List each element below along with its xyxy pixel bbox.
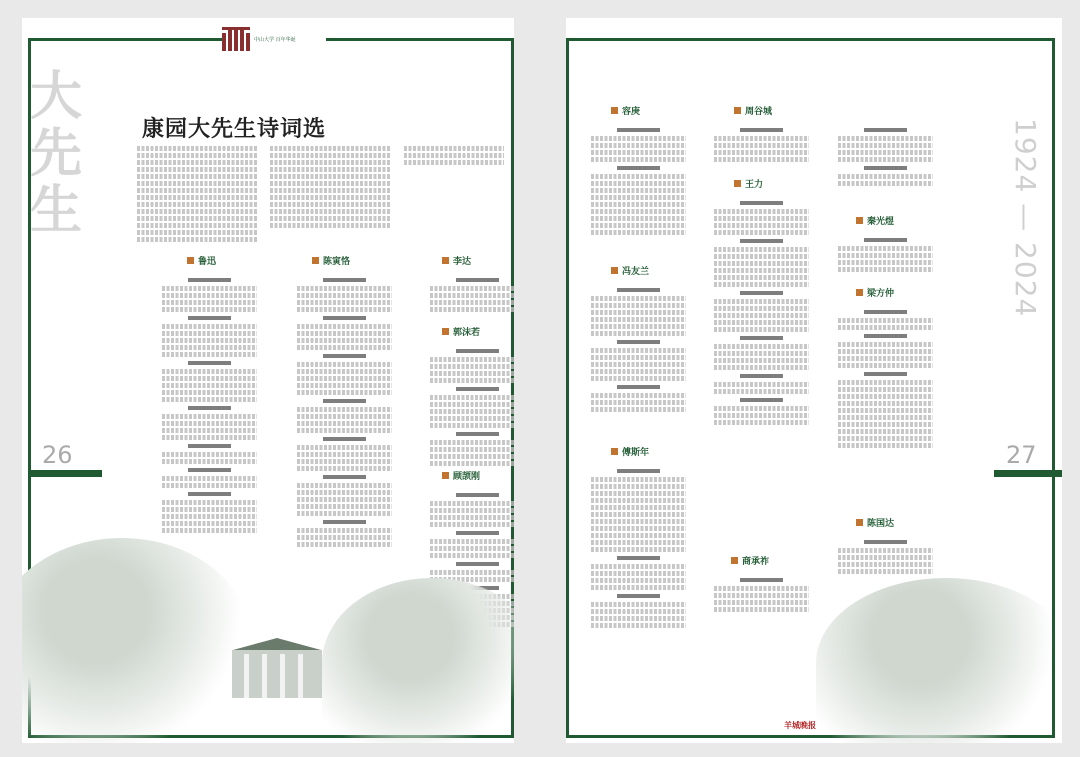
poem-column — [430, 274, 514, 314]
heading-marker-icon — [611, 107, 618, 114]
left-page — [22, 18, 514, 743]
poet-heading — [856, 214, 894, 227]
page-number: 27 — [1006, 441, 1037, 469]
poet-name: 王力 — [745, 180, 764, 190]
poet-heading — [856, 286, 894, 299]
poet-name: 秦光煜 — [867, 217, 895, 227]
heading-marker-icon — [312, 257, 319, 264]
poem-column — [430, 345, 514, 468]
poem-column — [591, 124, 686, 237]
poet-heading — [856, 516, 894, 529]
anniversary-years: 1924 — 2024 — [1009, 118, 1042, 318]
heading-marker-icon — [442, 328, 449, 335]
poet-name: 顾颉刚 — [453, 472, 481, 482]
poet-name: 冯友兰 — [622, 267, 650, 277]
page-title: 康园大先生诗词选 — [142, 116, 327, 142]
poet-heading — [734, 104, 772, 117]
university-gate-logo — [222, 27, 250, 51]
poem-column — [297, 274, 392, 549]
poet-heading — [187, 254, 216, 267]
heading-marker-icon — [442, 472, 449, 479]
heading-marker-icon — [611, 448, 618, 455]
poet-heading — [731, 554, 769, 567]
heading-marker-icon — [731, 557, 738, 564]
campus-building-illustration — [222, 630, 332, 700]
masthead — [222, 24, 326, 54]
poem-column — [714, 574, 809, 614]
poet-heading — [312, 254, 350, 267]
poet-name: 郭沫若 — [453, 328, 481, 338]
page-number-bar — [28, 470, 102, 477]
poem-column — [838, 306, 933, 450]
poet-name: 容庚 — [622, 107, 641, 117]
poet-name: 商承祚 — [742, 557, 770, 567]
heading-marker-icon — [856, 289, 863, 296]
poet-heading — [442, 469, 480, 482]
poem-column — [591, 465, 686, 630]
right-page — [566, 18, 1062, 743]
heading-marker-icon — [611, 267, 618, 274]
heading-marker-icon — [187, 257, 194, 264]
poet-heading — [442, 254, 471, 267]
poet-name: 鲁迅 — [198, 257, 217, 267]
poet-heading — [734, 177, 763, 190]
poem-column — [838, 536, 933, 576]
masthead-text: 中山大学 百年华诞 — [254, 36, 296, 43]
heading-marker-icon — [856, 519, 863, 526]
poem-column — [838, 124, 933, 188]
heading-marker-icon — [734, 107, 741, 114]
side-title: 大先生 — [30, 66, 83, 242]
poet-heading — [611, 445, 649, 458]
poet-name: 傅斯年 — [622, 448, 650, 458]
poet-name: 陈寅恪 — [323, 257, 351, 267]
poet-name: 周谷城 — [745, 107, 773, 117]
page-number: 26 — [42, 441, 73, 469]
poet-heading — [611, 264, 649, 277]
intro-column-1 — [137, 146, 257, 244]
poet-heading — [442, 325, 480, 338]
poem-column — [591, 284, 686, 414]
poet-name: 陈国达 — [867, 519, 895, 529]
intro-column-2 — [270, 146, 390, 230]
heading-marker-icon — [856, 217, 863, 224]
page-number-bar — [994, 470, 1062, 477]
poet-heading — [611, 104, 640, 117]
newspaper-logo: 羊城晚报 — [784, 720, 816, 730]
intro-column-3 — [404, 146, 514, 167]
tree-illustration — [816, 578, 1062, 743]
poem-column — [714, 124, 809, 164]
poem-column — [162, 274, 257, 535]
poem-column — [838, 234, 933, 274]
poem-column — [714, 197, 809, 427]
poet-name: 梁方仲 — [867, 289, 895, 299]
heading-marker-icon — [442, 257, 449, 264]
poet-name: 李达 — [453, 257, 472, 267]
heading-marker-icon — [734, 180, 741, 187]
